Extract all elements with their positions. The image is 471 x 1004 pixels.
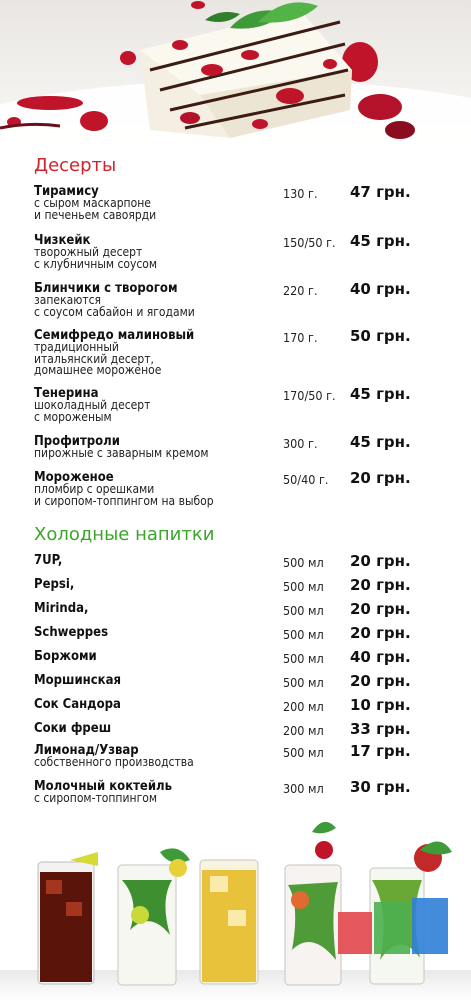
item-description: пирожные с заварным кремом — [34, 446, 209, 460]
item-description: запекаются с соусом сабайон и ягодами — [34, 293, 195, 319]
item-weight: 200 мл — [283, 723, 324, 738]
item-name: Лимонад/Узвар — [34, 743, 139, 758]
dessert-photo — [0, 0, 471, 142]
item-weight: 170 г. — [283, 330, 318, 345]
item-weight: 500 мл — [283, 675, 324, 690]
item-weight: 500 мл — [283, 579, 324, 594]
item-weight: 500 мл — [283, 627, 324, 642]
item-price: 47 грн. — [350, 183, 411, 201]
item-name: Моршинская — [34, 673, 122, 688]
item-price: 33 грн. — [350, 720, 411, 738]
item-price: 20 грн. — [350, 552, 411, 570]
item-name: Тенерина — [34, 386, 99, 401]
item-weight: 500 мл — [283, 651, 324, 666]
desserts-section-title: Десерты — [34, 155, 117, 176]
item-name: Соки фреш — [34, 721, 112, 736]
item-name: Чизкейк — [34, 233, 91, 248]
item-price: 10 грн. — [350, 696, 411, 714]
item-weight: 50/40 г. — [283, 472, 329, 487]
item-price: 20 грн. — [350, 469, 411, 487]
item-name: Блинчики с творогом — [34, 281, 178, 296]
item-weight: 500 мл — [283, 555, 324, 570]
item-price: 30 грн. — [350, 778, 411, 796]
item-price: 20 грн. — [350, 672, 411, 690]
item-description: собственного производства — [34, 755, 194, 769]
item-description: с сыром маскарпоне и печеньем савоярди — [34, 196, 157, 222]
cocktail-glasses-photo — [0, 810, 471, 1000]
item-name: Тирамису — [34, 184, 99, 199]
item-description: традиционный итальянский десерт, домашнее мороженое — [34, 340, 162, 377]
item-price: 45 грн. — [350, 385, 411, 403]
item-description: шоколадный десерт с мороженым — [34, 398, 151, 424]
item-price: 20 грн. — [350, 600, 411, 618]
item-name: Молочный коктейль — [34, 779, 173, 794]
item-weight: 220 г. — [283, 283, 318, 298]
item-price: 17 грн. — [350, 742, 411, 760]
item-name: Mirinda, — [34, 601, 89, 616]
item-price: 20 грн. — [350, 624, 411, 642]
item-weight: 170/50 г. — [283, 388, 336, 403]
item-description: пломбир с орешками и сиропом-топпингом на выбор — [34, 482, 214, 508]
item-name: Профитроли — [34, 434, 120, 449]
item-name: Мороженое — [34, 470, 114, 485]
item-weight: 500 мл — [283, 603, 324, 618]
item-weight: 200 мл — [283, 699, 324, 714]
item-price: 40 грн. — [350, 280, 411, 298]
item-name: Pepsi, — [34, 577, 75, 592]
drinks-section-title: Холодные напитки — [34, 524, 215, 545]
item-weight: 300 мл — [283, 781, 324, 796]
item-description: творожный десерт с клубничным соусом — [34, 245, 158, 271]
item-name: Семифредо малиновый — [34, 328, 195, 343]
item-name: Schweppes — [34, 625, 109, 640]
item-weight: 150/50 г. — [283, 235, 336, 250]
item-name: Сок Сандора — [34, 697, 121, 712]
item-description: с сиропом-топпингом — [34, 791, 157, 805]
item-price: 45 грн. — [350, 433, 411, 451]
item-price: 20 грн. — [350, 576, 411, 594]
item-price: 40 грн. — [350, 648, 411, 666]
item-weight: 300 г. — [283, 436, 318, 451]
item-price: 50 грн. — [350, 327, 411, 345]
item-weight: 500 мл — [283, 745, 324, 760]
item-weight: 130 г. — [283, 186, 318, 201]
item-name: 7UP, — [34, 553, 63, 568]
item-name: Боржоми — [34, 649, 97, 664]
item-price: 45 грн. — [350, 232, 411, 250]
